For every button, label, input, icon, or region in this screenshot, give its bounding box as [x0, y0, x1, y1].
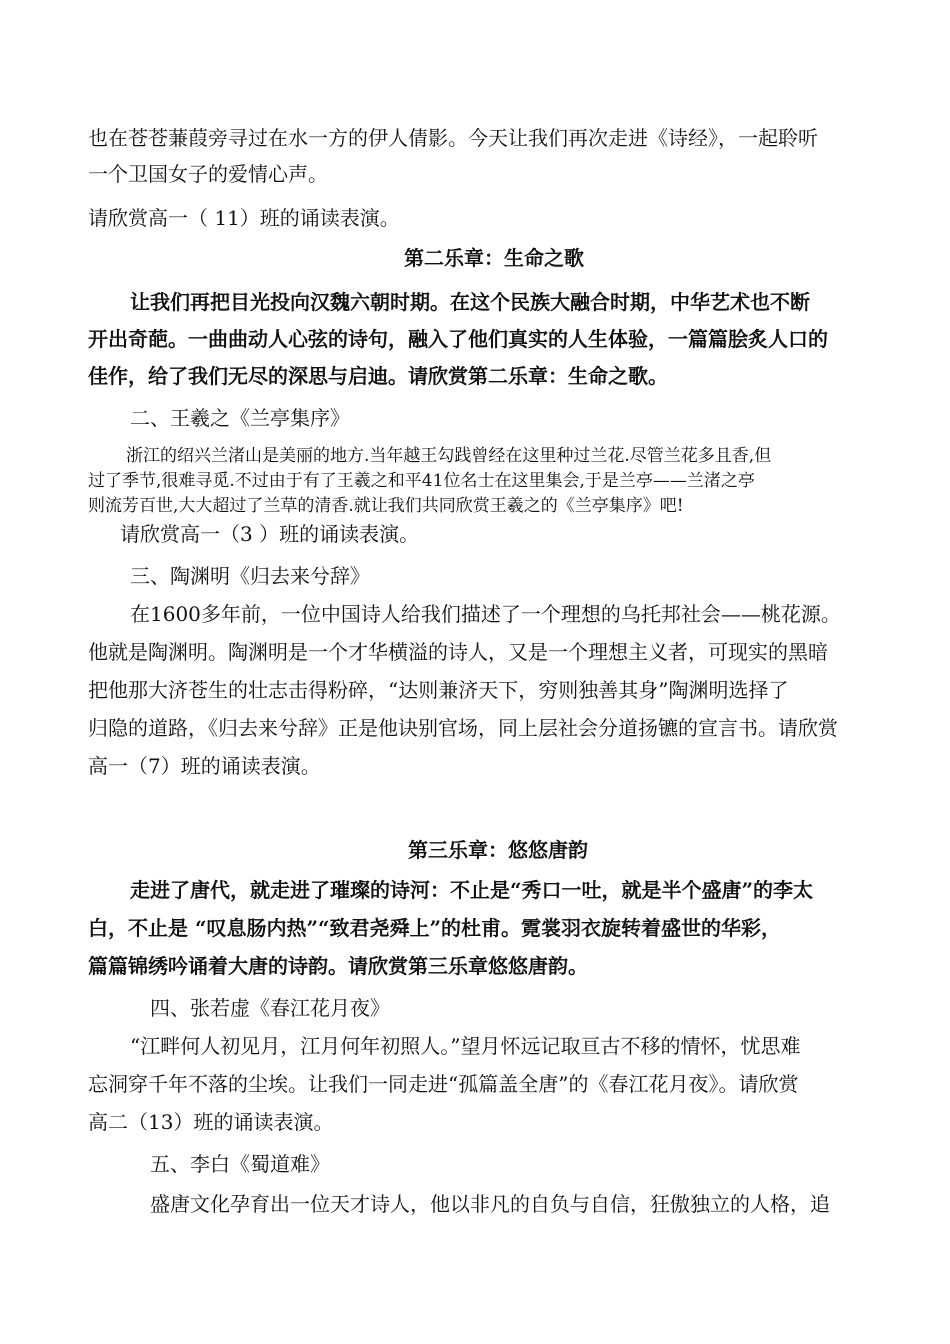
chapter2-intro-line: 佳作，给了我们无尽的深思与启迪。请欣赏第二乐章：生命之歌。	[88, 364, 668, 388]
item5-line: 盛唐文化孕育出一位天才诗人，他以非凡的自负与自信，狂傲独立的人格，追	[150, 1192, 830, 1216]
chapter2-intro-line: 让我们再把目光投向汉魏六朝时期。在这个民族大融合时期，中华艺术也不断	[130, 290, 810, 314]
chapter3-intro-line: 白，不止是 “叹息肠内热”“致君尧舜上”的杜甫。霓裳羽衣旋转着盛世的华彩，	[88, 916, 781, 940]
chapter3-intro-line: 走进了唐代，就走进了璀璨的诗河：不止是“秀口一吐，就是半个盛唐”的李太	[130, 878, 814, 902]
item2-line: 浙江的绍兴兰渚山是美丽的地方.当年越王勾践曾经在这里种过兰花.尽管兰花多且香,但	[126, 446, 772, 466]
chapter3-intro-line: 篇篇锦绣吟诵着大唐的诗韵。请欣赏第三乐章悠悠唐韵。	[88, 954, 588, 978]
item2-line: 过了季节,很难寻觅.不过由于有了王羲之和平41位名士在这里集会,于是兰亭——兰渚之亭	[88, 471, 755, 491]
item4-heading: 四、张若虚《春江花月夜》	[150, 996, 390, 1020]
chapter3-title: 第三乐章：悠悠唐韵	[408, 838, 588, 862]
item2-invite: 请欣赏高一（3 ）班的诵读表演。	[120, 522, 420, 546]
item2-heading: 二、王羲之《兰亭集序》	[130, 406, 350, 430]
item2-line: 则流芳百世,大大超过了兰草的清香.就让我们共同欣赏王羲之的《兰亭集序》吧!	[88, 496, 684, 516]
item4-line: 高二（13）班的诵读表演。	[88, 1110, 334, 1134]
item4-line: “江畔何人初见月，江月何年初照人。”望月怀远记取亘古不移的情怀，忧思难	[130, 1034, 801, 1058]
chapter2-title: 第二乐章：生命之歌	[404, 246, 584, 270]
item4-line: 忘洞穿千年不落的尘埃。让我们一同走进“孤篇盖全唐”的《春江花月夜》。请欣赏	[88, 1072, 799, 1096]
chapter2-intro-line: 开出奇葩。一曲曲动人心弦的诗句，融入了他们真实的人生体验，一篇篇脍炙人口的	[88, 327, 828, 351]
item3-line: 高一（7）班的诵读表演。	[88, 754, 321, 778]
intro-invite: 请欣赏高一（ 11）班的诵读表演。	[88, 206, 400, 230]
item3-line: 他就是陶渊明。陶渊明是一个才华横溢的诗人，又是一个理想主义者，可现实的黑暗	[88, 640, 828, 664]
intro-line: 一个卫国女子的爱情心声。	[88, 162, 328, 186]
item3-line: 把他那大济苍生的壮志击得粉碎，“达则兼济天下，穷则独善其身”陶渊明选择了	[88, 678, 789, 702]
intro-line: 也在苍苍蒹葭旁寻过在水一方的伊人倩影。今天让我们再次走进《诗经》，一起聆听	[88, 126, 818, 150]
item3-line: 在1600多年前，一位中国诗人给我们描述了一个理想的乌托邦社会——桃花源。	[130, 602, 841, 626]
item3-heading: 三、陶渊明《归去来兮辞》	[130, 564, 370, 588]
item5-heading: 五、李白《蜀道难》	[150, 1152, 330, 1176]
item3-line: 归隐的道路，《归去来兮辞》正是他诀别官场，同上层社会分道扬镳的宣言书。请欣赏	[88, 716, 838, 740]
